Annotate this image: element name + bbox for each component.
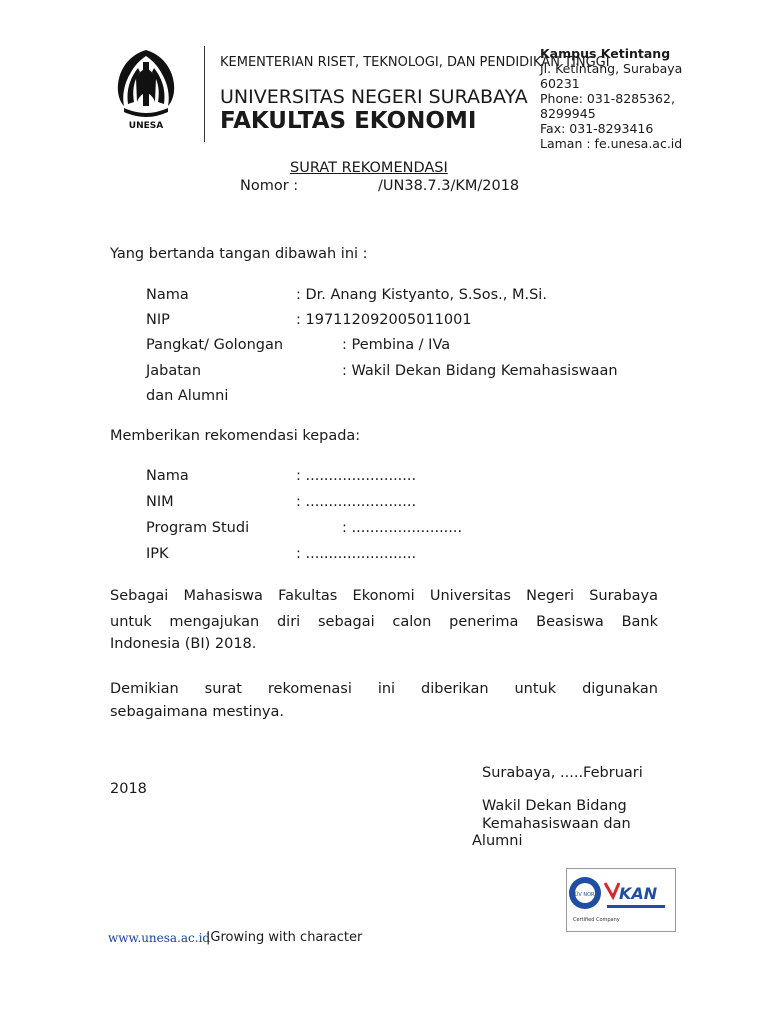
contact-block (540, 46, 682, 151)
svg-text:Certified Company: Certified Company (573, 917, 620, 923)
campus-name: Kampus Ketintang (540, 46, 671, 61)
signer-rank-value: : Pembina / IVa (342, 337, 451, 353)
signer-name-value: : Dr. Anang Kistyanto, S.Sos., M.Si. (296, 287, 547, 303)
letter-title: SURAT REKOMENDASI (290, 160, 448, 176)
signature-title-line-2: Kemahasiswaan dan (482, 816, 631, 832)
student-nim-label: NIM (146, 494, 174, 510)
student-name-value: : ........................ (296, 468, 417, 484)
body-paragraph-1-line-1: Sebagai Mahasiswa Fakultas Ekonomi Universitas Negeri Surabaya (110, 588, 658, 604)
ministry-name: KEMENTERIAN RISET, TEKNOLOGI, DAN PENDIDIKAN TINGGI (220, 55, 610, 70)
student-gpa-value: : ........................ (296, 546, 417, 562)
footer-website-link[interactable]: www.unesa.ac.id (108, 931, 211, 945)
body-paragraph-1-line-3: Indonesia (BI) 2018. (110, 636, 257, 652)
student-program-value: : ........................ (342, 520, 463, 536)
campus-phone: Phone: 031-8285362, (540, 91, 675, 106)
university-name: UNIVERSITAS NEGERI SURABAYA (220, 86, 528, 108)
signature-title-line-3: Alumni (472, 833, 523, 849)
student-nim-value: : ........................ (296, 494, 417, 510)
svg-text:TÜV NORD: TÜV NORD (571, 892, 599, 898)
signer-name-label: Nama (146, 287, 189, 303)
letter-number-value: /UN38.7.3/KM/2018 (378, 178, 520, 194)
signer-nip-value: : 197112092005011001 (296, 312, 472, 328)
letter-date: Surabaya, .....Februari (482, 765, 643, 781)
unesa-logo (112, 44, 180, 132)
svg-text:UNESA: UNESA (128, 121, 164, 131)
recommend-intro: Memberikan rekomendasi kepada: (110, 428, 361, 444)
student-program-label: Program Studi (146, 520, 250, 536)
student-name-label: Nama (146, 468, 189, 484)
certification-logo-icon (567, 869, 675, 931)
body-paragraph-1-line-2: untuk mengajukan diri sebagai calon penerima Beasiswa Bank (110, 614, 658, 630)
campus-postal: 60231 (540, 76, 580, 91)
header-divider (204, 46, 205, 142)
signer-position-cont: dan Alumni (146, 388, 229, 404)
letter-number-label: Nomor : (240, 178, 299, 194)
footer-tagline: |Growing with character (206, 930, 363, 945)
intro-text: Yang bertanda tangan dibawah ini : (110, 246, 368, 262)
campus-website: Laman : fe.unesa.ac.id (540, 136, 683, 151)
signer-nip-label: NIP (146, 312, 170, 328)
campus-fax: Fax: 031-8293416 (540, 121, 654, 136)
signer-position-value: : Wakil Dekan Bidang Kemahasiswaan (342, 363, 618, 379)
svg-text:KAN: KAN (619, 884, 658, 903)
body-paragraph-2-line-1: Demikian surat rekomenasi ini diberikan untuk digunakan (110, 681, 658, 697)
letter-date-year: 2018 (110, 781, 147, 797)
certification-badge (566, 868, 676, 932)
faculty-name: FAKULTAS EKONOMI (220, 108, 477, 134)
body-paragraph-2-line-2: sebagaimana mestinya. (110, 704, 284, 720)
signature-title-line-1: Wakil Dekan Bidang (482, 798, 627, 814)
signer-position-label: Jabatan (146, 363, 202, 379)
student-gpa-label: IPK (146, 546, 169, 562)
campus-phone-2: 8299945 (540, 106, 596, 121)
campus-address: Jl. Ketintang, Surabaya (540, 61, 683, 76)
signer-rank-label: Pangkat/ Golongan (146, 337, 284, 353)
